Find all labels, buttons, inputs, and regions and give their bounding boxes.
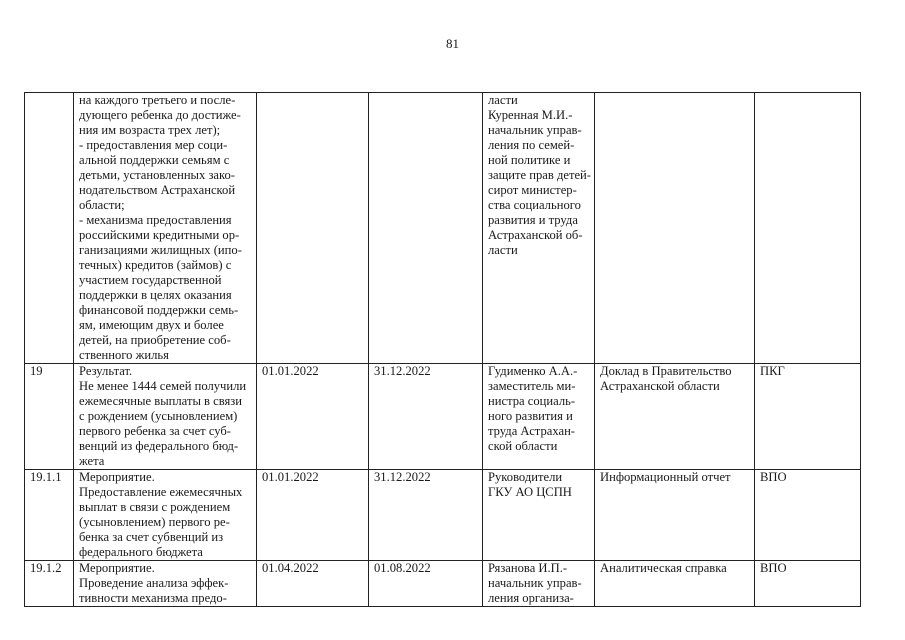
responsible-cell: ласти Куренная М.И.- начальник управ- ления по семей- ной политике и защите прав детей- сирот министер- ства социального развития и труда Астраханской об- ласти <box>483 93 595 364</box>
event-cell: Мероприятие. Предоставление ежемесячных выплат в связи с рождением (усыновлением) первого ре- бенка за счет субвенций из федерального бюджета <box>74 470 257 561</box>
end-date-cell <box>369 93 483 364</box>
end-date-cell: 31.12.2022 <box>369 470 483 561</box>
code-cell: ВПО <box>755 470 861 561</box>
start-date-cell: 01.01.2022 <box>257 470 369 561</box>
end-date-cell: 01.08.2022 <box>369 561 483 607</box>
document-cell: Доклад в Правительство Астраханской области <box>595 364 755 470</box>
code-cell <box>755 93 861 364</box>
responsible-cell: Руководители ГКУ АО ЦСПН <box>483 470 595 561</box>
start-date-cell: 01.01.2022 <box>257 364 369 470</box>
table-row <box>25 561 861 607</box>
start-date-cell: 01.04.2022 <box>257 561 369 607</box>
table-row <box>25 93 861 364</box>
table-row <box>25 470 861 561</box>
document-cell: Информационный отчет <box>595 470 755 561</box>
row-number-cell <box>25 93 74 364</box>
start-date-cell <box>257 93 369 364</box>
document-cell <box>595 93 755 364</box>
responsible-cell: Рязанова И.П.- начальник управ- ления организа- <box>483 561 595 607</box>
row-number-cell: 19.1.1 <box>25 470 74 561</box>
table-row <box>25 364 861 470</box>
row-number-cell: 19.1.2 <box>25 561 74 607</box>
row-number-cell: 19 <box>25 364 74 470</box>
event-cell: на каждого третьего и после- дующего ребенка до достиже- ния им возраста трех лет); - предоставления мер соци- альной поддержки семьям с детьми, установленных зако- нодательством Астраханской области; - механизма предоставления российскими кредитными ор- ганизациями жилищных (ипо- течных) кредитов (займов) с участием государственной поддержки в целях оказания финансовой поддержки семь- ям, имеющим двух и более детей, на приобретение соб- ственного жилья <box>74 93 257 364</box>
document-cell: Аналитическая справка <box>595 561 755 607</box>
event-cell: Мероприятие. Проведение анализа эффек- тивности механизма предо- <box>74 561 257 607</box>
event-cell: Результат. Не менее 1444 семей получили ежемесячные выплаты в связи с рождением (усыновлением) первого ребенка за счет суб- венций из федерального бюд- жета <box>74 364 257 470</box>
code-cell: ВПО <box>755 561 861 607</box>
page-number: 81 <box>446 36 459 51</box>
code-cell: ПКГ <box>755 364 861 470</box>
plan-table <box>24 92 861 607</box>
end-date-cell: 31.12.2022 <box>369 364 483 470</box>
responsible-cell: Гудименко А.А.- заместитель ми- нистра социаль- ного развития и труда Астрахан- ской области <box>483 364 595 470</box>
